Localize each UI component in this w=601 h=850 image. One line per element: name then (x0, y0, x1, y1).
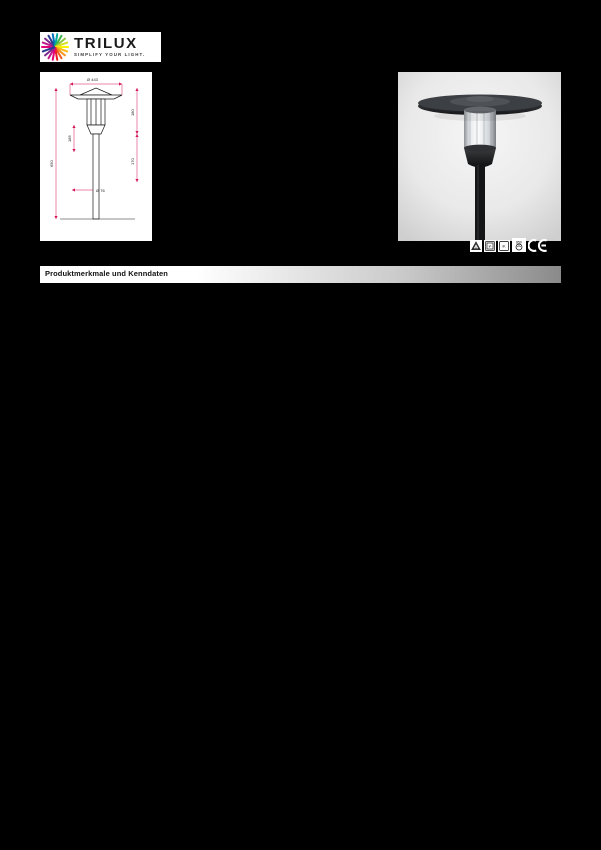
section-header-title: Produktmerkmale und Kenndaten (45, 269, 168, 278)
svg-text:IP: IP (488, 244, 492, 249)
product-photo (398, 72, 561, 241)
dimension-drawing (40, 72, 152, 241)
dim-top-diameter: Ø 443 (87, 77, 98, 82)
trilux-wordmark: TRILUX (74, 35, 138, 53)
section-header-produktmerkmale (40, 266, 561, 283)
svg-text:IK: IK (502, 244, 506, 249)
svg-text:850: 850 (516, 240, 522, 245)
trilux-tagline: SIMPLIFY YOUR LIGHT. (74, 52, 146, 58)
trilux-logo (40, 32, 161, 62)
protection-class-2-icon (470, 240, 482, 252)
ip-rating-icon (484, 240, 496, 252)
dim-side-upper: 180 (130, 109, 135, 116)
ce-mark-icon (528, 239, 548, 252)
dim-pole-diameter: Ø 76 (96, 188, 105, 193)
trilux-logo-text (72, 36, 145, 57)
dim-lamp-height: 185 (67, 135, 72, 142)
impact-resistance-icon (498, 240, 510, 252)
dim-overall-height: 650 (49, 160, 54, 167)
pictogram-strip (470, 238, 548, 252)
dim-side-lower: 170 (130, 158, 135, 165)
trilux-logo-mark (40, 32, 72, 62)
svg-text:II: II (475, 246, 477, 250)
glow-wire-icon (512, 238, 526, 252)
